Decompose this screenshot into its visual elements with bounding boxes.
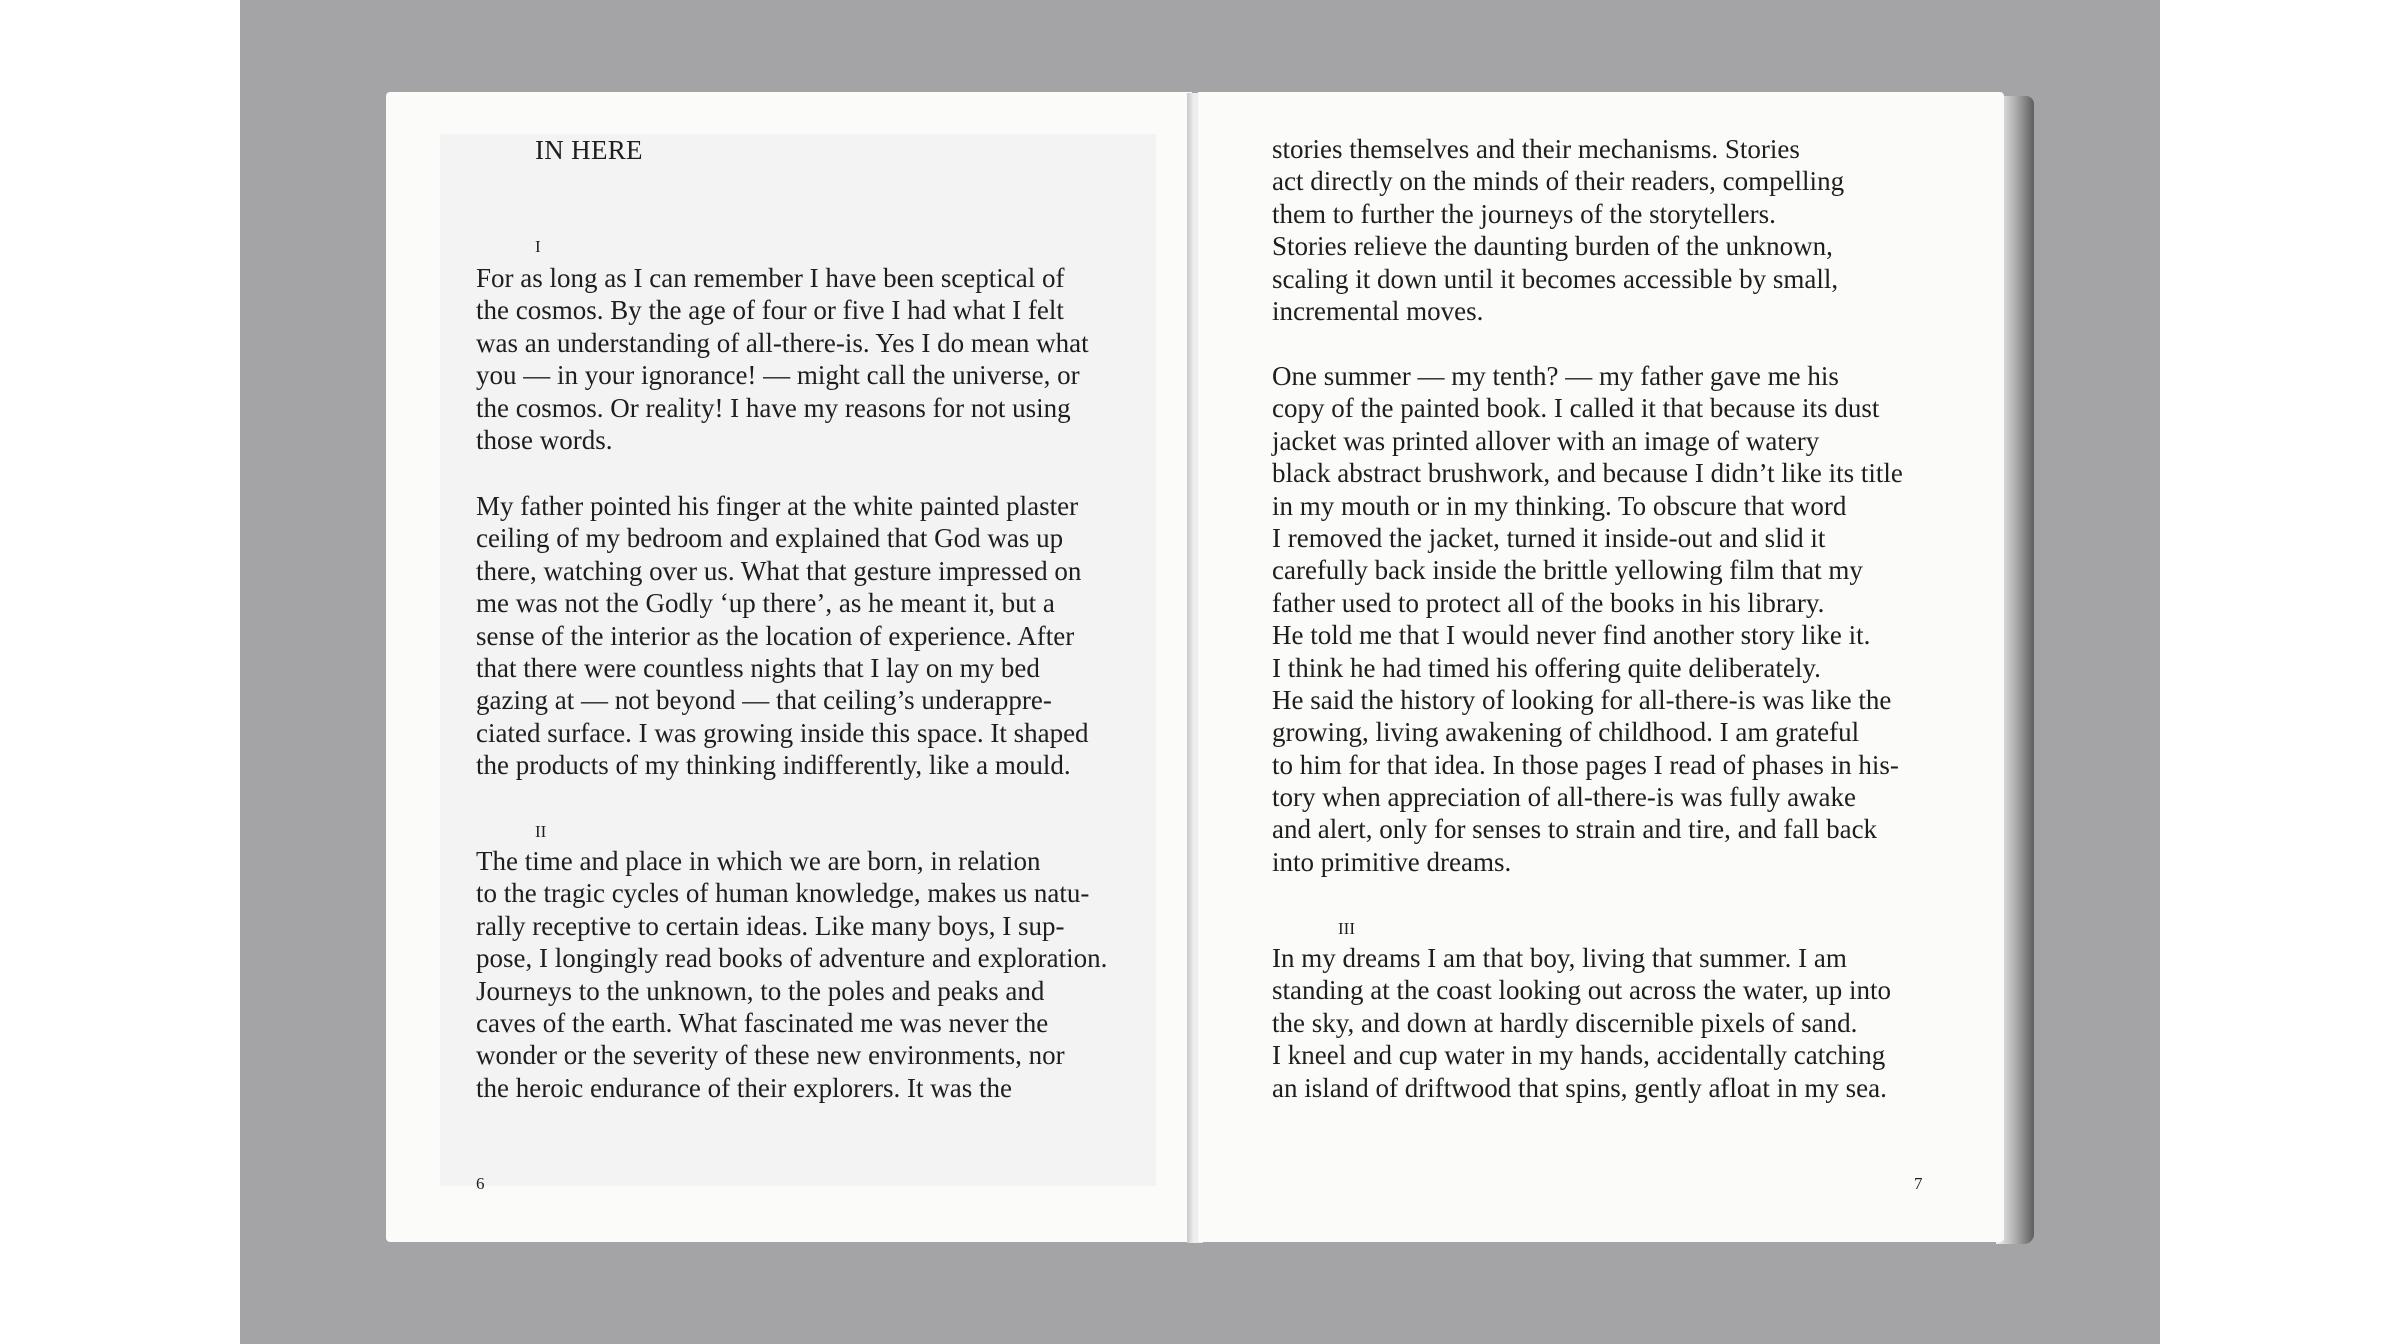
text-line: the products of my thinking indifferently, like a mould. [476, 750, 1071, 781]
text-line: to the tragic cycles of human knowledge, makes us natu- [476, 878, 1090, 909]
text-line: incremental moves. [1272, 295, 1484, 326]
text-line: that there were countless nights that I lay on my bed [476, 652, 1040, 683]
left-page [386, 92, 1192, 1242]
text-line: The time and place in which we are born, in relation [476, 846, 1041, 876]
text-line: to him for that idea. In those pages I read of phases in his- [1272, 749, 1899, 780]
text-line: stories themselves and their mechanisms. Stories [1272, 134, 1800, 164]
text-line: He said the history of looking for all-there-is was like the [1272, 684, 1892, 715]
text-line: an island of driftwood that spins, gently afloat in my sea. [1272, 1072, 1887, 1103]
text-line: father used to protect all of the books in his library. [1272, 587, 1825, 618]
text-line: wonder or the severity of these new environments, nor [476, 1040, 1065, 1071]
text-line: them to further the journeys of the storytellers. [1272, 198, 1776, 229]
section-number-iii: III [1338, 919, 1355, 938]
text-line: Stories relieve the daunting burden of the unknown, [1272, 231, 1833, 262]
text-line: gazing at — not beyond — that ceiling’s underappre- [476, 685, 1052, 716]
text-line: carefully back inside the brittle yellowing film that my [1272, 555, 1863, 586]
text-line: you — in your ignorance! — might call the universe, or [476, 360, 1080, 391]
text-line: My father pointed his finger at the white painted plaster [476, 491, 1079, 521]
text-line: ceiling of my bedroom and explained that God was up [476, 523, 1064, 554]
text-line: scaling it down until it becomes accessible by small, [1272, 263, 1839, 294]
text-line: there, watching over us. What that gesture impressed on [476, 555, 1082, 586]
paragraph [1272, 133, 1844, 327]
text-line: I removed the jacket, turned it inside-out and slid it [1272, 522, 1826, 553]
text-line: copy of the painted book. I called it that because its dust [1272, 393, 1880, 424]
text-line: the sky, and down at hardly discernible pixels of sand. [1272, 1007, 1858, 1038]
text-line: One summer — my tenth? — my father gave me his [1272, 361, 1839, 391]
text-line: He told me that I would never find another story like it. [1272, 620, 1871, 651]
text-line: sense of the interior as the location of experience. After [476, 620, 1075, 651]
text-line: in my mouth or in my thinking. To obscure that word [1272, 490, 1847, 521]
text-line: tory when appreciation of all-there-is was fully awake [1272, 782, 1857, 813]
text-line: those words. [476, 424, 613, 455]
text-line: was an understanding of all-there-is. Yes I do mean what [476, 327, 1089, 358]
text-line: the heroic endurance of their explorers. It was the [476, 1072, 1013, 1103]
text-line: caves of the earth. What fascinated me was never the [476, 1007, 1049, 1038]
page-number: 6 [476, 1174, 485, 1193]
page-number: 7 [1914, 1174, 1923, 1193]
paragraph [1272, 942, 1891, 1104]
paragraph [476, 262, 1089, 456]
text-line: I kneel and cup water in my hands, accidentally catching [1272, 1040, 1886, 1071]
section-number-ii: II [535, 822, 547, 841]
text-line: For as long as I can remember I have been sceptical of [476, 263, 1065, 293]
text-line: the cosmos. Or reality! I have my reasons for not using [476, 392, 1071, 423]
paragraph [476, 490, 1089, 782]
text-line: rally receptive to certain ideas. Like many boys, I sup- [476, 910, 1065, 941]
text-line: Journeys to the unknown, to the poles and peaks and [476, 975, 1045, 1006]
text-line: growing, living awakening of childhood. I am grateful [1272, 717, 1860, 748]
section-number-i: I [535, 237, 541, 256]
text-line: In my dreams I am that boy, living that summer. I am [1272, 943, 1847, 973]
text-line: me was not the Godly ‘up there’, as he meant it, but a [476, 588, 1055, 619]
text-line: act directly on the minds of their readers, compelling [1272, 166, 1845, 197]
text-line: standing at the coast looking out across the water, up into [1272, 975, 1892, 1006]
text-line: ciated surface. I was growing inside this space. It shaped [476, 717, 1089, 748]
text-line: I think he had timed his offering quite deliberately. [1272, 652, 1821, 683]
chapter-heading: IN HERE [535, 135, 643, 165]
text-line: pose, I longingly read books of adventure and exploration. [476, 943, 1108, 974]
text-line: black abstract brushwork, and because I didn’t like its title [1272, 458, 1903, 489]
text-line: the cosmos. By the age of four or five I had what I felt [476, 295, 1064, 326]
paragraph [476, 845, 1107, 1104]
right-page [1198, 92, 2004, 1242]
paragraph [1272, 360, 1903, 878]
text-line: into primitive dreams. [1272, 846, 1512, 877]
text-line: and alert, only for senses to strain and tire, and fall back [1272, 814, 1878, 845]
text-line: jacket was printed allover with an image of watery [1272, 425, 1820, 456]
